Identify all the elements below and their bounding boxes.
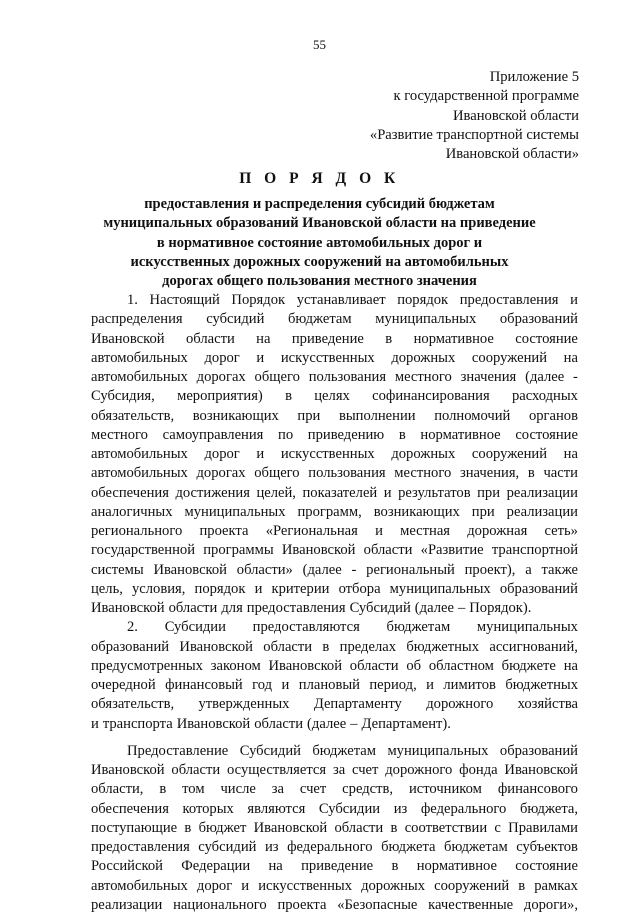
text-line [91,857,578,876]
text-line [91,310,578,329]
word: бюджетных [406,638,480,655]
word: дороги», [523,896,578,913]
word: проекта [277,896,327,913]
word: проект), [464,561,516,578]
word: предусмотренных [91,657,203,674]
word: Субсидии [318,800,381,817]
word: Федерации [181,858,251,875]
word: критерии [271,580,330,597]
word: Ивановской [91,330,165,347]
word: пределах [339,638,397,655]
text-line [91,800,578,819]
word: дорожных [391,349,456,366]
word: области [185,330,235,347]
word: (далее [525,369,565,385]
word: области [363,542,413,559]
word: из [264,839,279,855]
word: утвержденных [198,696,290,713]
word: возникающих [373,503,460,520]
word: бюджета, [519,800,578,817]
word: нормативное [416,858,497,875]
word: с [494,819,501,836]
word: сеть» [544,523,578,539]
word: органов [528,407,578,424]
word: образований [499,580,578,597]
word: обеспечения [91,800,169,817]
word: в [391,858,399,875]
word: поступающие [91,819,178,836]
word: за [332,762,346,778]
word: «Региональная [265,523,358,539]
text-line [91,541,578,560]
word: образований [91,638,170,655]
word: и [241,877,250,894]
word: том [182,781,205,798]
word: и [254,580,263,597]
appendix-block [370,68,579,164]
paragraph [91,291,578,618]
word: средств, [342,781,394,798]
word: федерального [420,800,507,817]
word: области [349,657,399,674]
word: из [393,800,408,817]
appendix-line: Ивановской области» [445,146,579,163]
word: финансовый [165,677,243,693]
word: пользования [308,465,386,482]
word: период, [369,677,417,693]
word: при [297,407,321,424]
text-line [91,407,578,426]
word: Правилами [508,819,578,836]
word: источником [408,781,482,798]
text-line [91,761,578,780]
text-line [91,695,578,714]
text-line [91,387,578,406]
word: - [351,561,357,578]
word: дорог [196,877,233,894]
word: образований [499,311,578,328]
word: проекта [199,523,249,539]
word: Порядок). [469,600,532,616]
word: автомобильных [91,349,188,366]
word: дорожного [385,762,453,778]
text-line [91,780,578,799]
text-line [91,349,578,368]
text-line [91,330,578,349]
word: нормативное [420,426,501,443]
document-body [91,291,578,915]
word: образований [499,742,578,759]
text-line [91,838,578,857]
word: регионального [91,523,183,539]
word: целей, [256,484,296,501]
word: Предоставление [127,742,229,759]
text-line [91,580,578,599]
word: бюджет [198,819,247,836]
word: автомобильных [91,446,188,462]
word: Департаменту [313,696,402,713]
word: области [171,762,221,778]
word: в [527,465,535,482]
word: бюджетных [505,677,578,693]
appendix-line: Приложение 5 [489,69,579,85]
word: состояние [515,330,578,347]
word: фонда [459,762,498,778]
word: региональный [366,561,455,578]
word: достижения [175,484,250,501]
word: самоуправления [162,426,264,443]
word: порядок [194,580,246,597]
document-title: П О Р Я Д О К [239,170,400,187]
word: муниципальных [375,311,477,328]
word: сооружений [471,446,547,462]
word: пользования [308,369,387,385]
word: по [278,426,294,443]
word: программ, [297,503,362,520]
word: области [168,600,218,616]
word: предоставляются [252,619,360,636]
word: муниципальных [476,619,578,636]
word: состояние [515,426,578,443]
word: плановый [298,677,360,693]
word: программы [203,542,274,559]
appendix-line: к государственной программе [393,88,579,105]
word: распределения [91,311,183,328]
word: области, [91,781,144,798]
word: Ивановской [176,715,251,732]
word: искусственных [258,877,352,894]
word: общего [254,369,300,385]
word: в [322,638,330,655]
word: и [375,523,383,539]
word: Ивановской [268,657,343,674]
subtitle-line: муниципальных образований Ивановской области на приведение [103,215,536,232]
word: бюджетам [444,839,508,855]
word: цель, [91,580,123,597]
word: на [268,858,283,875]
word: (далее [414,600,454,616]
word: в [159,781,167,798]
word: условия, [131,580,186,597]
word: целях [314,388,350,405]
word: местная [400,523,451,539]
word: транспортной [491,542,578,559]
paragraph [91,742,578,915]
word: области [263,638,313,655]
word: 2. [127,619,138,636]
document-subtitle [60,195,579,291]
word: расходных [511,388,578,405]
word: (далее [302,561,342,578]
appendix-line: Ивановской области [453,107,579,124]
word: области [334,819,384,836]
text-line [91,426,578,445]
word: местного [91,426,148,443]
word: обеспечения [91,484,169,501]
word: субсидий [206,311,265,328]
word: приведение [301,858,374,875]
word: счет [299,781,327,798]
word: – [350,715,358,732]
word: и [383,484,392,501]
word: полномочий [434,407,511,424]
word: автомобильных [91,877,188,894]
word: реализации [506,503,578,520]
word: местного [394,369,452,385]
word: и [91,715,99,732]
word: также [541,561,578,578]
word: и [256,349,265,366]
word: в [184,819,192,836]
word: которых [182,800,234,817]
word: в [398,426,406,443]
word: лимитов [443,677,496,693]
text-line [91,676,578,695]
word: и [570,292,578,308]
text-line [91,561,578,580]
text-line [91,657,578,676]
word: областном [428,657,494,674]
text-line [91,599,578,618]
word: реализации [506,484,578,501]
word: предоставления [459,292,559,308]
word: в [385,330,393,347]
word: дорог [204,446,240,462]
text-line [91,503,578,522]
word: Ивановской [179,638,253,655]
word: значения [460,369,517,385]
word: области» [236,561,293,578]
word: аналогичных [91,503,173,520]
word: обязательств, [91,407,175,424]
word: софинансирования [372,388,490,405]
word: качественные [428,896,514,913]
text-line [91,445,578,464]
text-line [91,464,578,483]
word: – [457,600,466,616]
word: - [573,369,578,385]
word: законом [210,657,261,674]
word: и [256,446,265,462]
word: бюджете [501,657,556,674]
paragraph-gap [91,734,578,742]
word: счет [352,762,379,778]
word: и [426,677,434,693]
word: выполнении [338,407,416,424]
word: муниципальных [389,580,491,597]
word: субсидий [198,839,257,855]
word: части [543,465,578,482]
word: Порядок [231,292,286,308]
word: Настоящий [149,292,220,308]
word: субъектов [516,839,578,855]
word: муниципальных [387,742,489,759]
word: результатов [398,484,471,501]
text-line [91,291,578,310]
word: искусственных [280,446,375,462]
word: национального [173,896,267,913]
word: мероприятия) [177,388,263,405]
word: (далее [307,715,347,732]
word: приведение [291,330,364,347]
word: дорогах [196,465,246,482]
word: предоставления [91,839,190,855]
word: сооружений [471,349,547,366]
word: Ивановской [281,542,356,559]
word: возникающих [192,407,279,424]
word: являются [247,800,306,817]
word: для [221,600,243,616]
subtitle-line: дорогах общего пользования местного значения [162,273,477,290]
word: при [477,484,501,501]
word: сооружений [434,877,510,894]
word: Субсидия, [91,388,155,405]
word: транспорта [102,715,173,732]
word: на [563,657,578,674]
word: соответствии [404,819,488,836]
page-number: 55 [313,37,326,52]
text-line [91,896,578,915]
word: бюджета [381,839,436,855]
text-line [91,819,578,838]
word: хозяйства [517,696,578,713]
word: в [390,819,398,836]
word: «Безопасные [337,896,418,913]
word: порядок [397,292,449,308]
word: числе [220,781,256,798]
word: области [254,715,304,732]
text-line [91,484,578,503]
word: очередной [91,677,156,693]
subtitle-line: в нормативное состояние автомобильных дорог и [156,234,483,251]
word: реализации [91,896,163,913]
word: искусственных [280,349,375,366]
word: государственной [91,542,196,559]
word: Ивановской [504,762,578,778]
word: автомобильных [91,369,188,385]
word: год [252,677,273,693]
word: за [271,781,284,798]
word: Ивановской [153,561,227,578]
word: дорожного [426,696,494,713]
word: общего [254,465,300,482]
word: Субсидии [164,619,226,636]
word: на [256,330,271,347]
word: местного [394,465,452,482]
word: бюджетам [312,742,377,759]
word: в [285,388,292,405]
appendix-line: «Развитие транспортной системы [369,126,579,143]
word: федерального [287,839,373,855]
text-line [91,742,578,761]
paragraph [91,618,578,734]
word: дорогах [196,369,246,385]
word: Ивановской [253,819,328,836]
word: дорожных [361,877,426,894]
word: нормативное [413,330,494,347]
word: системы [91,561,144,578]
word: обязательств, [91,696,175,713]
word: бюджетам [287,311,352,328]
word: Субсидий [239,742,301,759]
word: в [518,877,526,894]
word: при [471,503,495,520]
word: муниципальных [184,503,286,520]
word: рамках [534,877,578,894]
text-line [91,618,578,637]
text-line [91,715,578,734]
word: на [563,349,578,366]
word: дорожная [467,523,528,539]
subtitle-line: предоставления и распределения субсидий бюджетам [144,196,495,212]
word: Ивановской [91,600,165,616]
word: «Развитие [420,542,484,559]
word: предоставления [246,600,346,616]
word: бюджетам [386,619,451,636]
word: отбора [338,580,381,597]
word: Российской [91,858,163,875]
word: об [406,657,422,674]
word: дорог [204,349,240,366]
word: состояние [515,858,578,875]
text-line [91,877,578,896]
subtitle-line: искусственных дорожных сооружений на автомобильных [130,253,509,270]
word: Ивановской [91,762,165,778]
word: приведению [307,426,385,443]
word: устанавливает [296,292,386,308]
word: дорожных [391,446,456,462]
text-line [91,522,578,541]
word: Субсидий [349,600,411,616]
text-line [91,368,578,387]
word: на [563,446,578,462]
word: Департамент). [361,715,451,732]
word: 1. [127,292,138,308]
word: и [281,677,290,693]
word: значения, [459,465,520,482]
word: а [525,561,532,578]
word: автомобильных [91,465,188,482]
word: ассигнований, [489,638,578,655]
word: финансового [497,781,578,798]
text-line [91,638,578,657]
word: показателей [302,484,378,501]
word: осуществляется [227,762,327,778]
